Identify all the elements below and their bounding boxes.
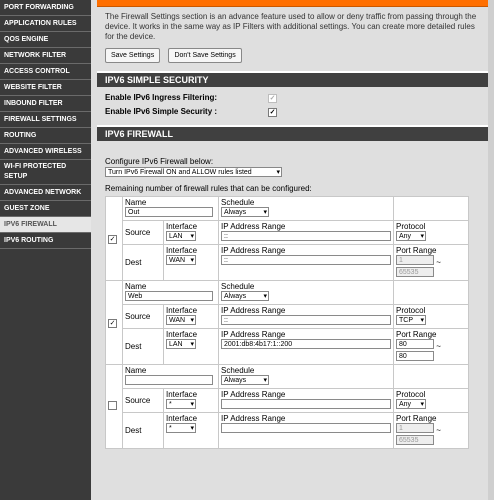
port-range-cell	[394, 245, 469, 281]
schedule-label: Schedule	[221, 282, 255, 291]
protocol-select[interactable]	[396, 399, 426, 409]
schedule-label: Schedule	[221, 366, 255, 375]
ip-range-label: IP Address Range	[221, 330, 286, 339]
rule-schedule-cell	[219, 365, 394, 389]
rule-schedule-select[interactable]	[221, 291, 269, 301]
sidebar-item-advanced-network[interactable]: ADVANCED NETWORK	[0, 185, 91, 201]
simple-security-row	[105, 105, 480, 119]
dest-ip-cell	[219, 413, 394, 449]
button-row	[97, 46, 488, 71]
rule-blank-cell	[394, 197, 469, 221]
rule-name-cell	[123, 365, 219, 389]
source-interface-cell	[164, 221, 219, 245]
rule-enable-cell	[106, 197, 123, 281]
source-interface-cell	[164, 305, 219, 329]
ingress-filtering-checkbox[interactable]: ✓	[269, 95, 276, 102]
port-range-separator: ~	[436, 258, 441, 267]
source-ip-input[interactable]	[221, 399, 391, 409]
interface-label: Interface	[166, 246, 198, 255]
dest-interface-cell	[164, 329, 219, 365]
port-from-input[interactable]: 1	[396, 255, 434, 265]
interface-label: Interface	[166, 414, 198, 423]
section-header-bar	[97, 0, 488, 7]
intro-text: The Firewall Settings section is an advance feature used to allow or deny traffic from passing through the device. It works in the same way as IP Filters with additional settings. You can create more detailed rules for the device.	[105, 12, 477, 41]
interface-label: Interface	[166, 222, 198, 231]
protocol-label: Protocol	[396, 306, 426, 315]
name-label: Name	[125, 282, 147, 291]
rule-name-row	[106, 197, 469, 221]
rule-dest-row	[106, 413, 469, 449]
rule-schedule-value: Always	[224, 209, 247, 216]
protocol-value: Any	[399, 401, 412, 408]
dest-interface-select[interactable]	[166, 255, 196, 265]
sidebar-item-network-filter[interactable]: NETWORK FILTER	[0, 48, 91, 64]
source-interface-cell	[164, 389, 219, 413]
protocol-value: TCP	[399, 317, 413, 324]
source-ip-input[interactable]: ::	[221, 231, 391, 241]
ip-range-label: IP Address Range	[221, 306, 286, 315]
simple-security-checkbox[interactable]: ✓	[269, 109, 276, 116]
dest-interface-value: LAN	[169, 341, 183, 348]
ipv6-firewall-section	[97, 141, 488, 500]
port-range-cell	[394, 329, 469, 365]
protocol-select[interactable]	[396, 231, 426, 241]
sidebar-item-ipv6-firewall[interactable]: IPV6 FIREWALL	[0, 217, 91, 233]
rule-name-input[interactable]	[125, 375, 213, 385]
rule-name-row	[106, 365, 469, 389]
simple-security-title: IPV6 SIMPLE SECURITY	[97, 71, 488, 87]
protocol-value: Any	[399, 233, 412, 240]
simple-security-section	[97, 87, 488, 125]
interface-label: Interface	[166, 306, 198, 315]
rule-name-input[interactable]: Out	[125, 207, 213, 217]
protocol-cell	[394, 389, 469, 413]
sidebar-item-advanced-wireless[interactable]: ADVANCED WIRELESS	[0, 144, 91, 160]
port-to-input[interactable]: 65535	[396, 435, 434, 445]
dest-interface-cell	[164, 245, 219, 281]
sidebar-item-access-control[interactable]: ACCESS CONTROL	[0, 64, 91, 80]
source-ip-cell	[219, 221, 394, 245]
sidebar-item-port-forwarding[interactable]: PORT FORWARDING	[0, 0, 91, 16]
ip-range-label: IP Address Range	[221, 246, 286, 255]
port-range-separator: ~	[436, 426, 441, 435]
sidebar-item-ipv6-routing[interactable]: IPV6 ROUTING	[0, 233, 91, 249]
rule-blank-cell	[394, 281, 469, 305]
rule-schedule-value: Always	[224, 293, 247, 300]
ip-range-label: IP Address Range	[221, 390, 286, 399]
save-settings-button[interactable]: Save Settings	[105, 48, 160, 63]
schedule-label: Schedule	[221, 198, 255, 207]
source-interface-value: WAN	[169, 317, 186, 324]
name-label: Name	[125, 198, 147, 207]
rule-source-row	[106, 389, 469, 413]
rule-enable-checkbox[interactable]	[108, 401, 117, 410]
rule-name-cell	[123, 197, 219, 221]
port-from-input[interactable]: 1	[396, 423, 434, 433]
rule-schedule-cell	[219, 197, 394, 221]
rule-source-row	[106, 305, 469, 329]
source-interface-select[interactable]	[166, 399, 196, 409]
sidebar-item-firewall-settings[interactable]: FIREWALL SETTINGS	[0, 112, 91, 128]
ip-range-label: IP Address Range	[221, 414, 286, 423]
firewall-rules-table	[105, 196, 469, 449]
sidebar-item-qos-engine[interactable]: QOS ENGINE	[0, 32, 91, 48]
page-scrollbar[interactable]	[488, 0, 494, 500]
sidebar-item-routing[interactable]: ROUTING	[0, 128, 91, 144]
protocol-label: Protocol	[396, 222, 426, 231]
simple-security-label: Enable IPv6 Simple Security :	[105, 107, 218, 116]
sidebar-item-wifi-protected-setup[interactable]: WI-FI PROTECTED SETUP	[0, 160, 91, 185]
interface-label: Interface	[166, 390, 198, 399]
dest-interface-select[interactable]	[166, 339, 196, 349]
ipv6-firewall-title: IPV6 FIREWALL	[97, 125, 488, 141]
rule-enable-checkbox[interactable]: ✓	[109, 235, 116, 243]
sidebar-item-application-rules[interactable]: APPLICATION RULES	[0, 16, 91, 32]
dest-interface-value: WAN	[169, 257, 186, 264]
port-to-input[interactable]: 65535	[396, 267, 434, 277]
dont-save-settings-button[interactable]: Don't Save Settings	[168, 48, 241, 63]
rule-schedule-cell	[219, 281, 394, 305]
protocol-cell	[394, 305, 469, 329]
dest-label: Dest	[123, 413, 164, 449]
firewall-mode-value: Turn IPv6 Firewall ON and ALLOW rules listed	[108, 169, 252, 176]
port-range-label: Port Range	[396, 246, 437, 255]
rule-enable-cell	[106, 365, 123, 449]
source-label: Source	[123, 305, 164, 329]
rule-blank-cell	[394, 365, 469, 389]
rule-enable-cell	[106, 281, 123, 365]
protocol-cell	[394, 221, 469, 245]
dest-ip-input[interactable]: ::	[221, 255, 391, 265]
configure-label: Configure IPv6 Firewall below:	[105, 157, 214, 166]
dest-ip-input[interactable]	[221, 423, 391, 433]
port-from-input[interactable]: 80	[396, 339, 434, 349]
ip-range-label: IP Address Range	[221, 222, 286, 231]
rule-name-input[interactable]: Web	[125, 291, 213, 301]
dest-label: Dest	[123, 245, 164, 281]
port-range-label: Port Range	[396, 414, 437, 423]
source-ip-cell	[219, 389, 394, 413]
dest-interface-select[interactable]	[166, 423, 196, 433]
port-range-label: Port Range	[396, 330, 437, 339]
source-interface-select[interactable]	[166, 315, 196, 325]
rule-schedule-value: Always	[224, 377, 247, 384]
ingress-filtering-row	[105, 91, 480, 105]
sidebar-item-guest-zone[interactable]: GUEST ZONE	[0, 201, 91, 217]
rule-source-row	[106, 221, 469, 245]
protocol-select[interactable]	[396, 315, 426, 325]
rule-dest-row	[106, 245, 469, 281]
dest-interface-cell	[164, 413, 219, 449]
name-label: Name	[125, 366, 147, 375]
rule-dest-row	[106, 329, 469, 365]
port-range-cell	[394, 413, 469, 449]
port-to-input[interactable]: 80	[396, 351, 434, 361]
source-ip-cell	[219, 305, 394, 329]
source-ip-input[interactable]: ::	[221, 315, 391, 325]
remaining-rules-label: Remaining number of firewall rules that can be configured:	[105, 184, 312, 193]
dest-ip-cell	[219, 329, 394, 365]
rule-name-cell	[123, 281, 219, 305]
source-interface-value: *	[169, 401, 172, 408]
dest-label: Dest	[123, 329, 164, 365]
ingress-filtering-label: Enable IPv6 Ingress Filtering:	[105, 93, 218, 102]
main-content	[97, 0, 488, 500]
source-interface-select[interactable]	[166, 231, 196, 241]
dest-ip-input[interactable]: 2001:db8:4b17:1::200	[221, 339, 391, 349]
sidebar-item-website-filter[interactable]: WEBSITE FILTER	[0, 80, 91, 96]
rule-name-row	[106, 281, 469, 305]
dest-interface-value: *	[169, 425, 172, 432]
source-label: Source	[123, 221, 164, 245]
intro-section	[97, 0, 488, 71]
port-range-separator: ~	[436, 342, 441, 351]
firewall-mode-select[interactable]	[105, 167, 282, 177]
sidebar-item-inbound-filter[interactable]: INBOUND FILTER	[0, 96, 91, 112]
interface-label: Interface	[166, 330, 198, 339]
source-label: Source	[123, 389, 164, 413]
rule-schedule-select[interactable]	[221, 375, 269, 385]
sidebar	[0, 0, 91, 500]
dest-ip-cell	[219, 245, 394, 281]
protocol-label: Protocol	[396, 390, 426, 399]
rule-enable-checkbox[interactable]: ✓	[109, 319, 116, 327]
rule-schedule-select[interactable]	[221, 207, 269, 217]
source-interface-value: LAN	[169, 233, 183, 240]
